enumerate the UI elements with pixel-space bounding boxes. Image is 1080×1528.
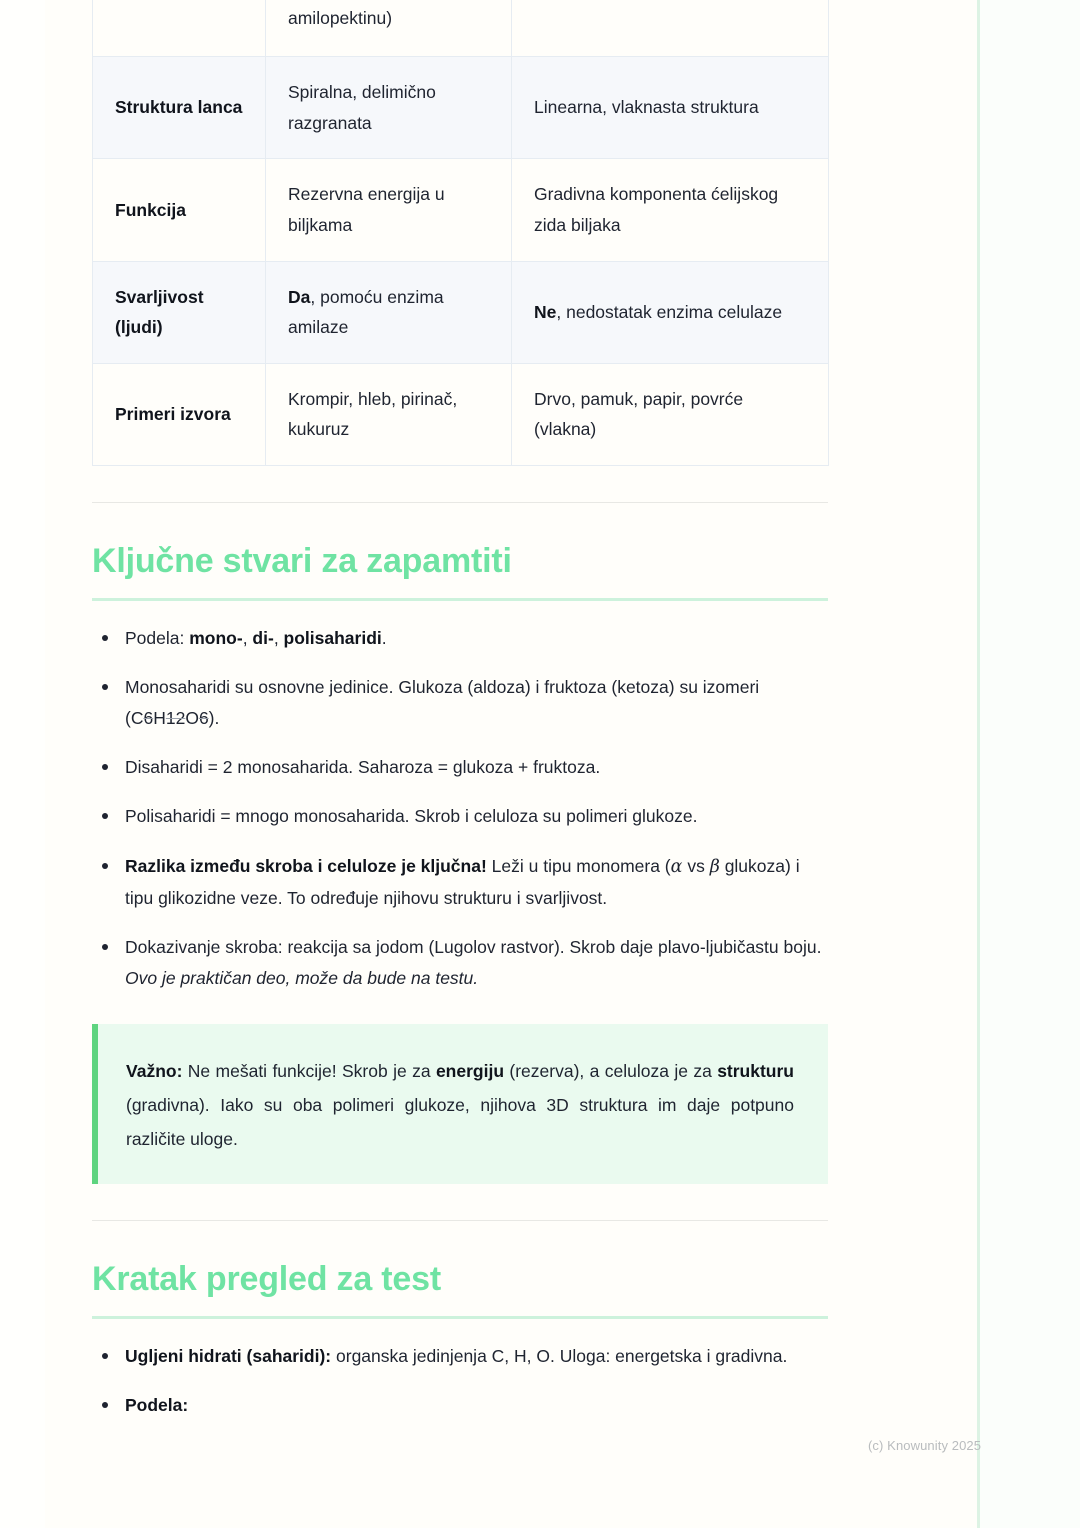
table-row xyxy=(93,159,829,261)
list-item xyxy=(92,1341,828,1372)
bullet-text: Leži u tipu monomera ( xyxy=(486,855,671,876)
page-title-review: Kratak pregled za test xyxy=(92,1260,441,1299)
section-divider xyxy=(92,502,828,503)
list-item xyxy=(92,1390,828,1421)
table-cell-cellulose xyxy=(512,0,829,57)
copyright-watermark: (c) Knowunity 2025 xyxy=(868,1438,982,1453)
bullet-text: Monosaharidi su osnovne jedinice. Glukoza (aldoza) i fruktoza (ketoza) su izomeri (C xyxy=(125,676,760,729)
bullet-text: , xyxy=(242,627,253,648)
table-row xyxy=(93,363,829,465)
right-edge-band xyxy=(978,0,1080,1528)
list-item xyxy=(92,623,828,654)
important-callout xyxy=(92,1024,828,1184)
section-divider xyxy=(92,1220,828,1221)
callout-text xyxy=(126,1054,794,1156)
title-underline xyxy=(92,1316,828,1319)
beta-symbol: β xyxy=(709,856,720,877)
table-row-header: Primeri izvora xyxy=(93,363,266,465)
bullet-text: Dokazivanje skroba: reakcija sa jodom (Lugolov rastvor). Skrob daje plavo-ljubičastu boju. xyxy=(125,936,822,957)
bullet-italic: Ovo je praktičan deo, može da bude na testu. xyxy=(125,967,479,988)
table-cell-emphasis: Ne xyxy=(534,301,557,322)
bullet-text: Podela: xyxy=(125,627,190,648)
comparison-table xyxy=(92,0,829,466)
table-cell-starch xyxy=(266,261,512,363)
table-row-header xyxy=(93,0,266,57)
bullet-text: vs xyxy=(682,855,710,876)
bullet-bold: di- xyxy=(252,627,274,648)
alpha-symbol: α xyxy=(670,856,683,877)
bullet-text: glukoza) i tipu glikozidne veze. To određuje njihovu strukturu i svarljivost. xyxy=(125,855,800,908)
table-cell-starch: Krompir, hleb, pirinač, kukuruz xyxy=(266,363,512,465)
bullet-text: organska jedinjenja C, H, O. Uloga: energetska i gradivna. xyxy=(331,1346,788,1367)
table-row-header: Svarljivost (ljudi) xyxy=(93,261,266,363)
table-cell-cellulose xyxy=(512,261,829,363)
list-item: Polisaharidi = mnogo monosaharida. Skrob i celuloza su polimeri glukoze. xyxy=(92,801,828,832)
table-row xyxy=(93,57,829,159)
callout-bold-energy: energiju xyxy=(435,1061,505,1082)
bullet-text: . xyxy=(381,627,387,648)
table-row-header: Struktura lanca xyxy=(93,57,266,159)
bullet-text: ). xyxy=(208,708,220,729)
callout-part: (rezerva), a celuloza je za xyxy=(504,1061,718,1082)
bullet-bold: Ugljeni hidrati (saharidi): xyxy=(125,1346,332,1367)
bullet-text: H xyxy=(153,708,166,729)
document-content xyxy=(92,0,828,1440)
bullet-text: O xyxy=(185,708,199,729)
bullet-bold: polisaharidi xyxy=(283,627,382,648)
list-item xyxy=(92,672,828,734)
formula-subscript: 6 xyxy=(143,708,154,729)
formula-subscript: 6 xyxy=(198,708,209,729)
title-underline xyxy=(92,598,828,601)
bullet-bold: Podela: xyxy=(125,1395,189,1416)
callout-part: (gradivna). Iako su oba polimeri glukoze, njihova 3D struktura im daje potpuno različite uloge. xyxy=(126,1095,794,1150)
table-row xyxy=(93,261,829,363)
table-cell-starch: Rezervna energija u biljkama xyxy=(266,159,512,261)
page-title-key-takeaways: Ključne stvari za zapamtiti xyxy=(92,542,512,580)
table-cell-starch: Spiralna, delimično razgranata xyxy=(266,57,512,159)
list-item xyxy=(92,851,828,914)
formula-subscript: 12 xyxy=(165,708,186,729)
table-cell-cellulose: Drvo, pamuk, papir, povrće (vlakna) xyxy=(512,363,829,465)
list-item: Disaharidi = 2 monosaharida. Saharoza = glukoza + fruktoza. xyxy=(92,752,828,783)
table-cell-starch: amilopektinu) xyxy=(266,0,512,57)
key-takeaways-list xyxy=(92,623,828,994)
callout-bold-structure: strukturu xyxy=(717,1061,794,1082)
table-cell-text: , nedostatak enzima celulaze xyxy=(556,301,783,322)
callout-part: Ne mešati funkcije! Skrob je za xyxy=(182,1061,436,1082)
table-cell-text: , pomoću enzima amilaze xyxy=(288,286,444,338)
table-cell-emphasis: Da xyxy=(288,286,311,307)
list-item xyxy=(92,932,828,994)
bullet-bold: mono- xyxy=(189,627,243,648)
bullet-bold: Razlika između skroba i celuloze je ključna! xyxy=(125,855,487,876)
callout-label: Važno: xyxy=(126,1061,183,1082)
review-list xyxy=(92,1341,828,1421)
table-cell-cellulose: Linearna, vlaknasta struktura xyxy=(512,57,829,159)
table-row xyxy=(93,0,829,57)
right-edge-rule xyxy=(977,0,980,1528)
bullet-text: , xyxy=(273,627,284,648)
table-cell-cellulose: Gradivna komponenta ćelijskog zida biljaka xyxy=(512,159,829,261)
table-row-header: Funkcija xyxy=(93,159,266,261)
